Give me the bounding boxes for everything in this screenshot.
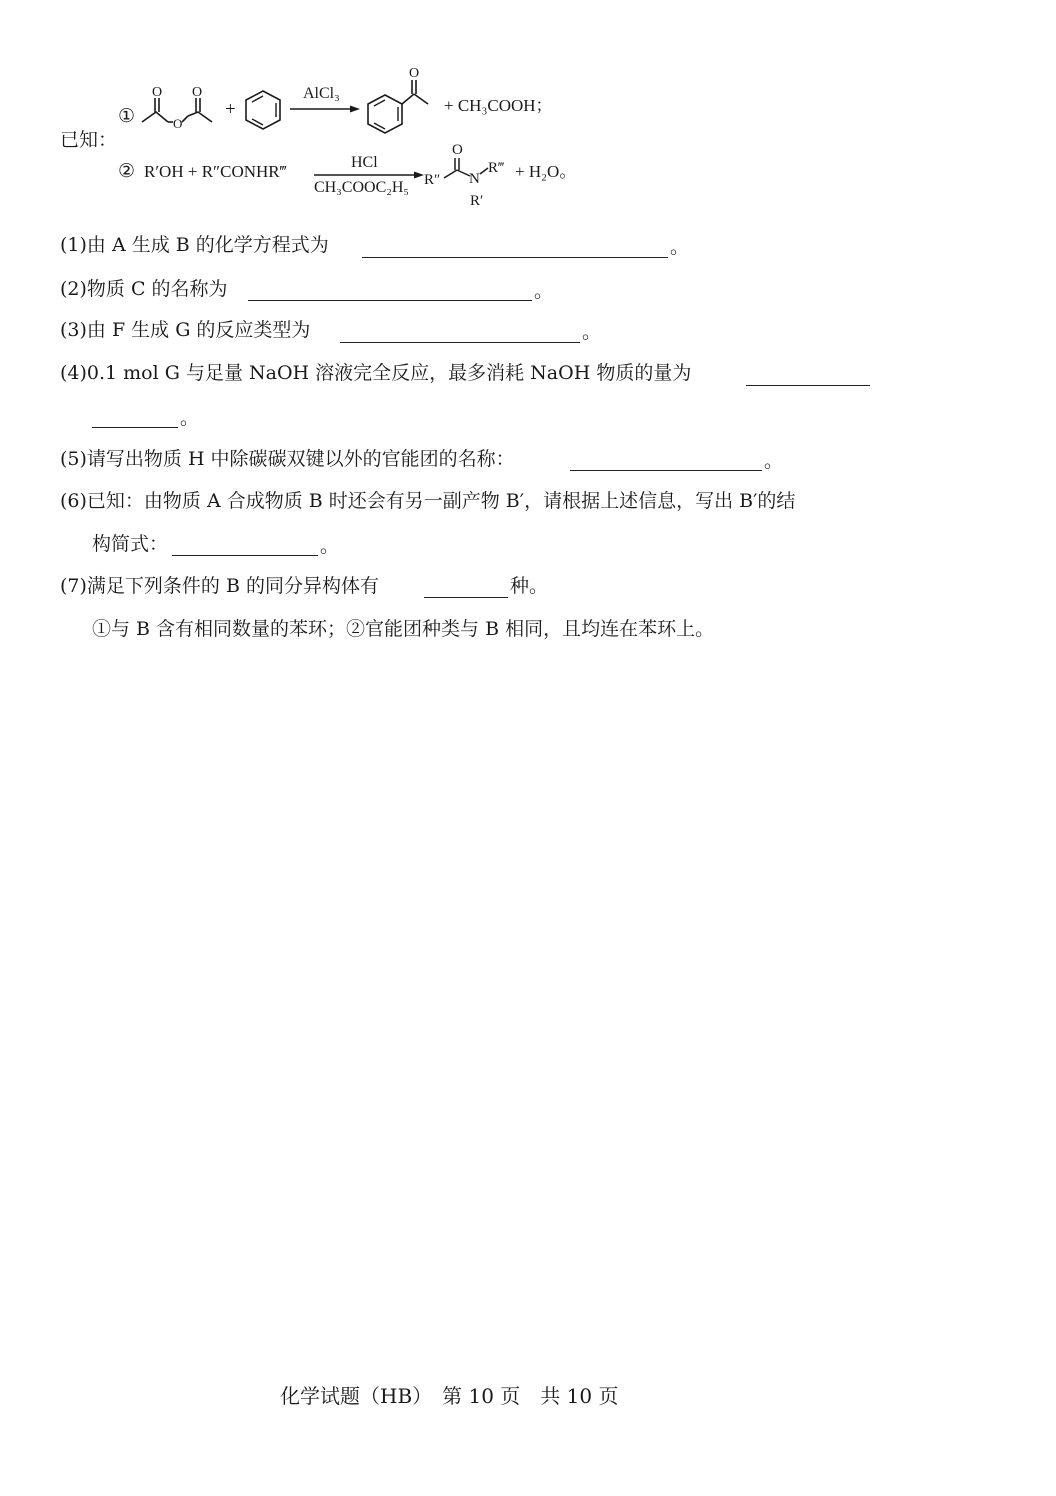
question-7-conditions: ①与 B 含有相同数量的苯环；②官能团种类与 B 相同，且均连在苯环上。 [92,618,715,640]
svg-text:O: O [152,85,163,100]
known-label: 已知： [60,129,118,151]
svg-text:O: O [192,85,203,100]
amide-bonds [440,150,490,190]
question-2-end: 。 [534,280,554,302]
reaction-2-water: + H₂O。 [515,162,577,181]
svg-text:O: O [173,116,183,131]
question-6-end: 。 [320,535,340,557]
reaction-1-arrow [290,104,360,114]
question-6-answer-blank[interactable] [172,555,318,556]
question-4: (4)0.1 mol G 与足量 NaOH 溶液完全反应，最多消耗 NaOH 物质的量为 [60,362,692,384]
question-1-answer-blank[interactable] [362,257,668,258]
question-1-end: 。 [670,236,690,258]
amide-r2-label: R″ [424,172,441,188]
question-7-answer-blank[interactable] [424,597,508,598]
question-5-answer-blank[interactable] [570,470,762,471]
reaction-1-plus: + [225,99,236,120]
amide-n-label: N [469,171,480,187]
question-6: (6)已知：由物质 A 合成物质 B 时还会有另一副产物 B′，请根据上述信息，写出 B′的结 [60,490,796,512]
reaction-2-number: ② [118,161,136,182]
acetophenone-structure [360,62,440,136]
question-4-end: 。 [180,407,200,429]
reaction-2-reagent-bottom: CH₃COOC₂H₅ [314,179,409,196]
question-4-answer-blank-2[interactable] [92,427,178,428]
reaction-2-reagent-top: HCl [351,154,378,171]
question-1: (1)由 A 生成 B 的化学方程式为 [60,234,329,256]
question-4-answer-blank-1[interactable] [746,385,870,386]
acetic-anhydride-structure [138,84,220,134]
question-7-end: 种。 [510,575,549,597]
amide-r3-label: R‴ [488,160,505,176]
question-5-end: 。 [764,450,784,472]
reaction-2-reactants: R′OH + R″CONHR‴ [144,162,287,181]
question-2-answer-blank[interactable] [248,300,532,301]
benzene-structure [243,88,283,132]
amide-o-label: O [452,142,463,158]
reaction-1-catalyst: AlCl₃ [303,85,340,102]
question-3: (3)由 F 生成 G 的反应类型为 [60,319,311,341]
reaction-1-byproduct: + CH₃COOH； [444,96,553,115]
svg-text:O: O [409,66,420,81]
question-3-end: 。 [582,321,602,343]
question-2: (2)物质 C 的名称为 [60,278,228,300]
question-6-continued: 构简式： [92,533,169,555]
question-5: (5)请写出物质 H 中除碳碳双键以外的官能团的名称： [60,448,515,470]
page-footer: 化学试题（HB） 第 10 页 共 10 页 [280,1384,619,1408]
reaction-1-number: ① [118,106,136,127]
question-3-answer-blank[interactable] [340,342,580,343]
question-7: (7)满足下列条件的 B 的同分异构体有 [60,575,379,597]
amide-r1-label: R′ [470,193,484,209]
